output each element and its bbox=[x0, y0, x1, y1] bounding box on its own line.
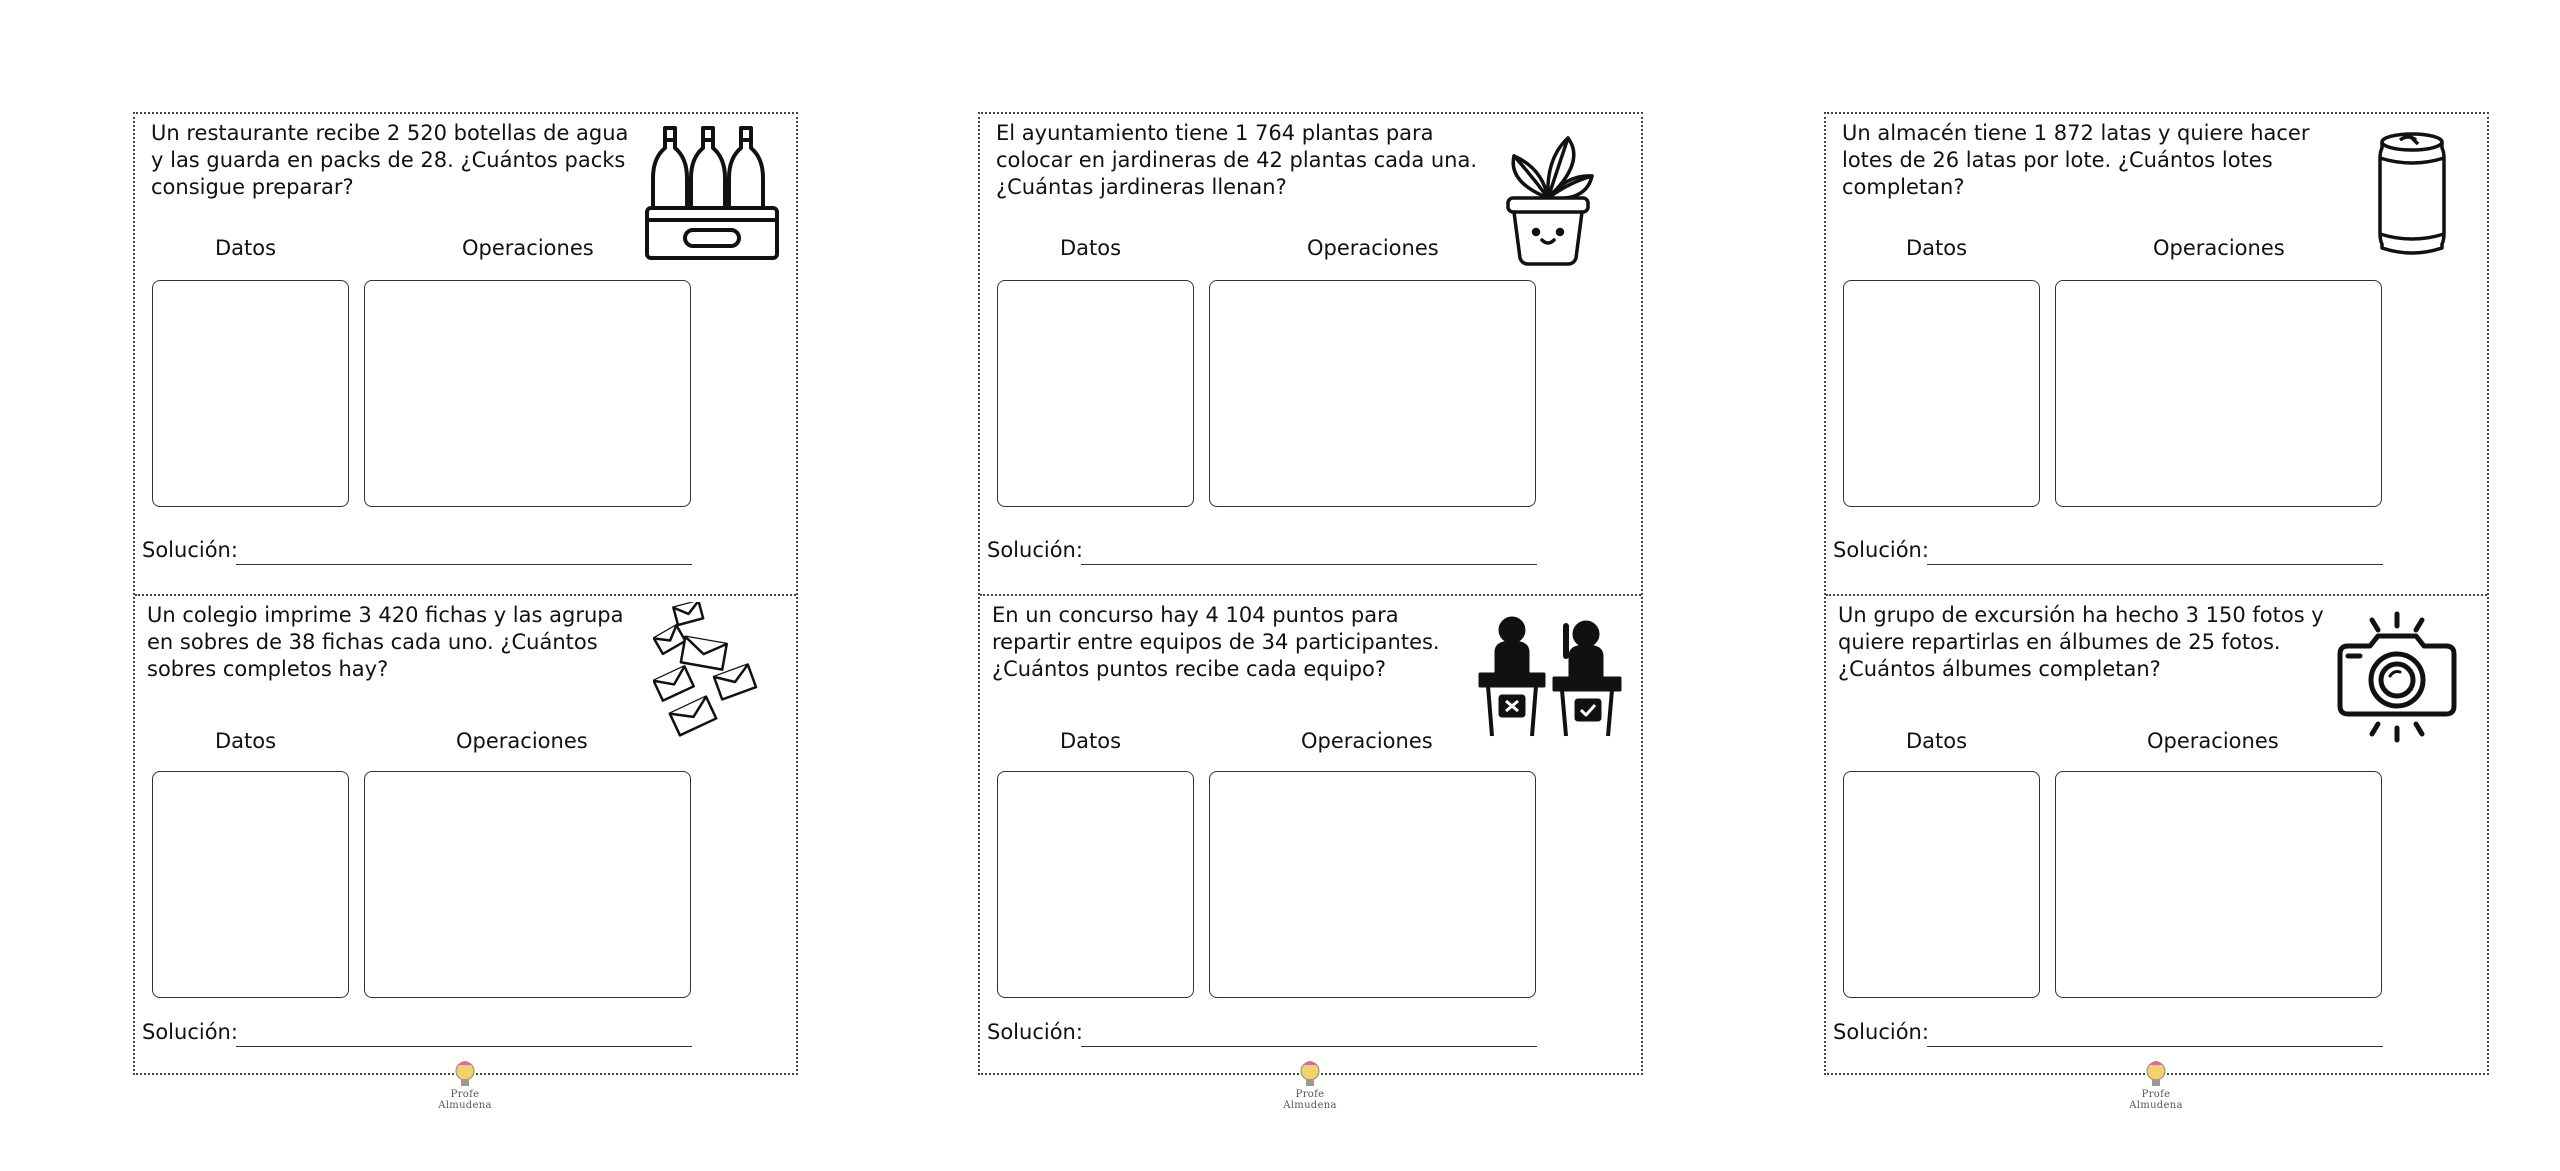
datos-label: Datos bbox=[1060, 729, 1122, 753]
problem-text: En un concurso hay 4 104 puntos para repartir entre equipos de 34 participantes. ¿Cuántos puntos recibe cada equipo? bbox=[992, 603, 1440, 681]
operaciones-box[interactable] bbox=[1209, 771, 1536, 998]
datos-box[interactable] bbox=[997, 771, 1194, 998]
soda-can-icon bbox=[2374, 130, 2450, 258]
solucion-label: Solución: bbox=[987, 538, 1083, 562]
datos-label: Datos bbox=[215, 236, 277, 260]
worksheet-1 bbox=[133, 112, 798, 1075]
envelopes-icon bbox=[653, 602, 763, 742]
problem-text: Un colegio imprime 3 420 fichas y las agrupa en sobres de 38 fichas cada uno. ¿Cuántos sobres completos hay? bbox=[147, 603, 624, 681]
operaciones-label: Operaciones bbox=[1301, 729, 1433, 753]
operaciones-box[interactable] bbox=[2055, 280, 2382, 507]
problem-text: Un almacén tiene 1 872 latas y quiere hacer lotes de 26 latas por lote. ¿Cuántos lotes completan? bbox=[1842, 121, 2310, 199]
solucion-label: Solución: bbox=[142, 1020, 238, 1044]
datos-box[interactable] bbox=[152, 280, 349, 507]
solucion-line[interactable] bbox=[1927, 564, 2383, 565]
solucion-line[interactable] bbox=[236, 564, 692, 565]
problem-card bbox=[135, 596, 796, 1076]
bottle-crate-icon bbox=[643, 122, 783, 262]
worksheet-3 bbox=[1824, 112, 2489, 1075]
problem-card bbox=[1826, 596, 2487, 1076]
operaciones-label: Operaciones bbox=[456, 729, 588, 753]
datos-label: Datos bbox=[215, 729, 277, 753]
solucion-label: Solución: bbox=[1833, 538, 1929, 562]
operaciones-box[interactable] bbox=[2055, 771, 2382, 998]
datos-label: Datos bbox=[1906, 236, 1968, 260]
datos-label: Datos bbox=[1060, 236, 1122, 260]
datos-box[interactable] bbox=[997, 280, 1194, 507]
solucion-label: Solución: bbox=[1833, 1020, 1929, 1044]
problem-text: El ayuntamiento tiene 1 764 plantas para colocar en jardineras de 42 plantas cada una. ¿Cuántas jardineras llenan? bbox=[996, 121, 1478, 199]
worksheet-2 bbox=[978, 112, 1643, 1075]
operaciones-label: Operaciones bbox=[462, 236, 594, 260]
camera-icon bbox=[2334, 610, 2460, 744]
problem-card bbox=[980, 596, 1641, 1076]
operaciones-box[interactable] bbox=[364, 280, 691, 507]
operaciones-label: Operaciones bbox=[1307, 236, 1439, 260]
datos-box[interactable] bbox=[1843, 280, 2040, 507]
solucion-line[interactable] bbox=[1927, 1046, 2383, 1047]
datos-box[interactable] bbox=[152, 771, 349, 998]
solucion-label: Solución: bbox=[142, 538, 238, 562]
problem-card bbox=[135, 114, 796, 594]
problem-text: Un restaurante recibe 2 520 botellas de agua y las guarda en packs de 28. ¿Cuántos packs consigue preparar? bbox=[151, 121, 629, 199]
solucion-line[interactable] bbox=[236, 1046, 692, 1047]
problem-text: Un grupo de excursión ha hecho 3 150 fotos y quiere repartirlas en álbumes de 25 fotos. ¿Cuántos álbumes completan? bbox=[1838, 603, 2324, 681]
potted-plant-icon bbox=[1498, 128, 1598, 268]
contestants-icon bbox=[1478, 616, 1624, 738]
logo-text: Profe Almudena bbox=[1283, 1089, 1337, 1111]
datos-box[interactable] bbox=[1843, 771, 2040, 998]
operaciones-label: Operaciones bbox=[2147, 729, 2279, 753]
problem-card bbox=[980, 114, 1641, 594]
logo-text: Profe Almudena bbox=[438, 1089, 492, 1111]
solucion-line[interactable] bbox=[1081, 1046, 1537, 1047]
solucion-line[interactable] bbox=[1081, 564, 1537, 565]
operaciones-label: Operaciones bbox=[2153, 236, 2285, 260]
operaciones-box[interactable] bbox=[1209, 280, 1536, 507]
operaciones-box[interactable] bbox=[364, 771, 691, 998]
logo-text: Profe Almudena bbox=[2129, 1089, 2183, 1111]
solucion-label: Solución: bbox=[987, 1020, 1083, 1044]
datos-label: Datos bbox=[1906, 729, 1968, 753]
problem-card bbox=[1826, 114, 2487, 594]
